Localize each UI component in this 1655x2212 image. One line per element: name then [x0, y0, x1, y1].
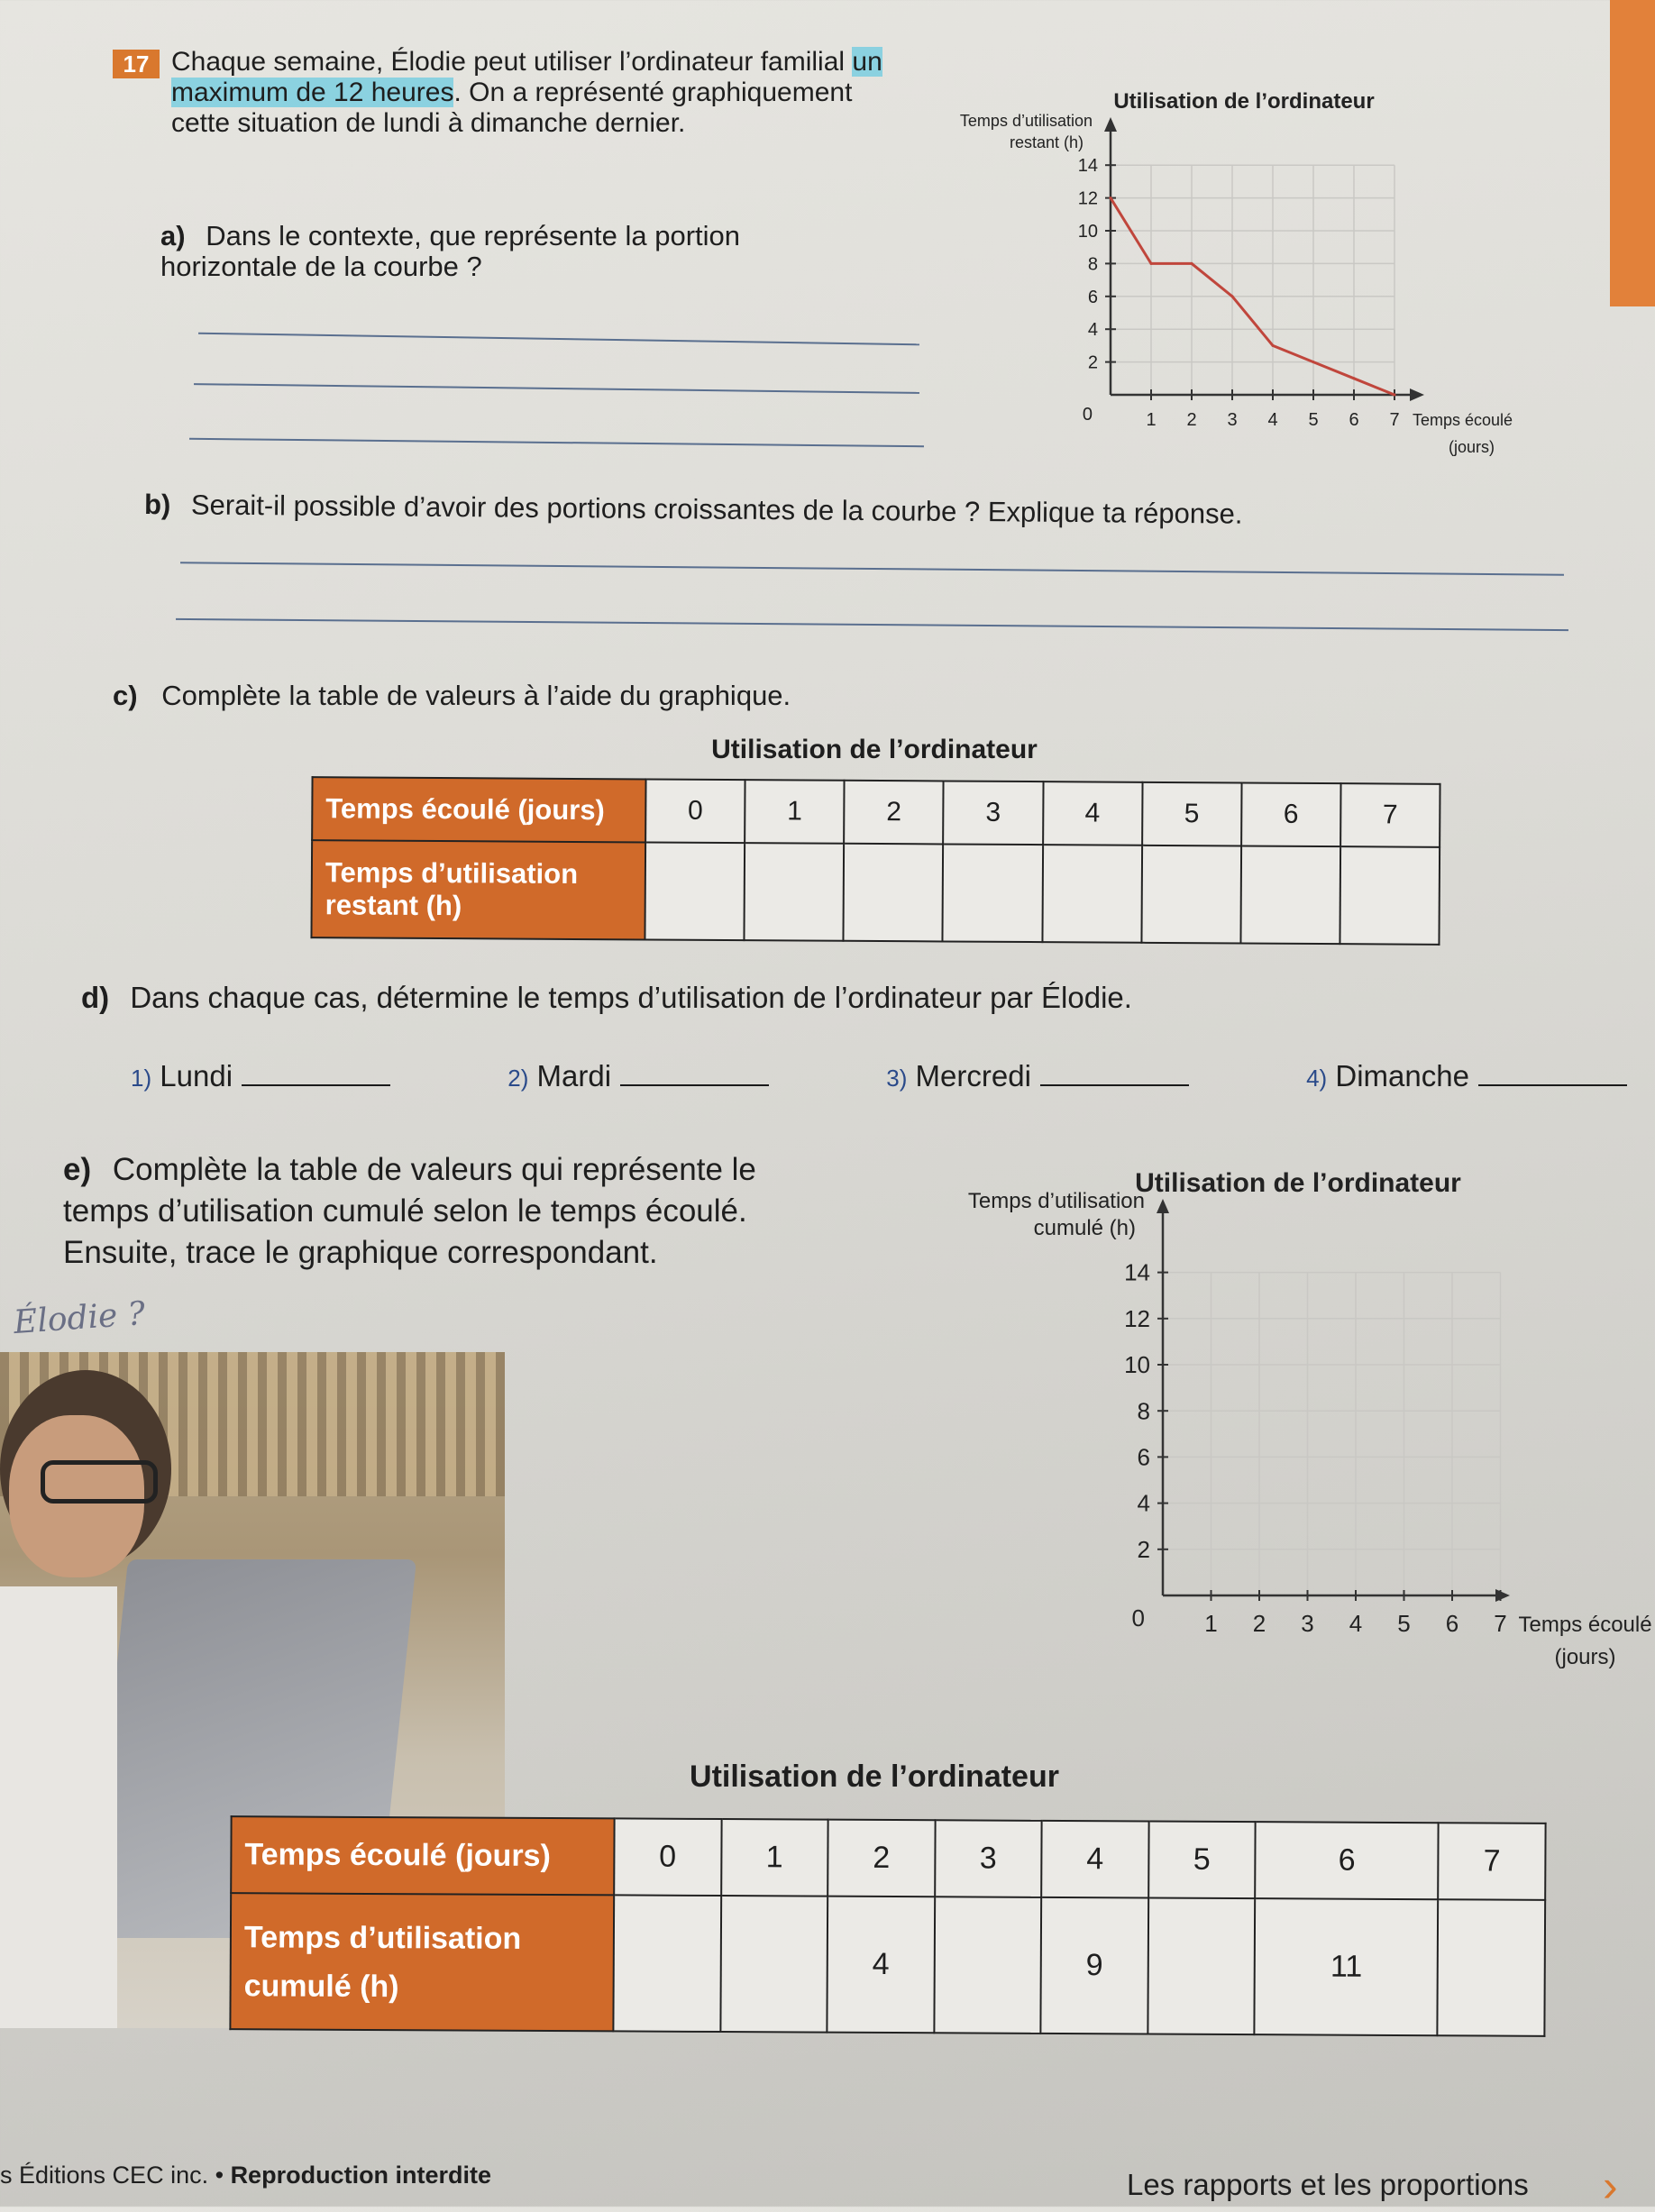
- question-label: d): [81, 981, 110, 1014]
- y-tick-label: 2: [1137, 1535, 1150, 1563]
- cell-value-7[interactable]: [1340, 846, 1440, 945]
- cell-days-5: 5: [1142, 782, 1242, 846]
- exercise-number-badge: 17: [113, 50, 160, 78]
- question-label: a): [160, 220, 186, 251]
- cell-days-6: 6: [1255, 1822, 1439, 1899]
- answer-blank[interactable]: [620, 1084, 769, 1086]
- data-point: [1394, 394, 1396, 397]
- exercise-intro: [171, 47, 892, 139]
- x-tick-label: 2: [1252, 1610, 1266, 1637]
- question-a: [160, 221, 846, 282]
- y-axis-arrow-icon: [1157, 1199, 1169, 1213]
- y-tick-label: 12: [1124, 1304, 1150, 1332]
- photo-shirt: [0, 1586, 117, 2028]
- cell-value-6[interactable]: [1240, 845, 1340, 944]
- question-d: [81, 983, 1132, 1013]
- chevron-right-icon: ›: [1603, 2161, 1618, 2211]
- chapter-tab: [1610, 0, 1655, 306]
- y-tick-label: 8: [1137, 1397, 1150, 1425]
- answer-line[interactable]: [176, 618, 1568, 631]
- footer-chapter-title: Les rapports et les proportions: [1127, 2168, 1529, 2201]
- cell-days-7: 7: [1439, 1823, 1546, 1900]
- cell-days-7: 7: [1340, 783, 1440, 847]
- cell-value-7[interactable]: [1438, 1899, 1545, 2036]
- y-axis-label: cumulé (h): [1033, 1216, 1136, 1240]
- data-point: [1191, 262, 1193, 265]
- values-table-remaining: [310, 776, 1440, 946]
- photo-glasses: [41, 1460, 158, 1504]
- x-axis-arrow-icon: [1410, 388, 1424, 401]
- answer-line[interactable]: [194, 383, 919, 394]
- question-e: [63, 1149, 820, 1274]
- footer-publisher: s Éditions CEC inc. •: [0, 2162, 224, 2189]
- footer-copyright: [0, 2162, 491, 2189]
- x-tick-label: 1: [1146, 410, 1157, 430]
- item-label: Mardi: [536, 1059, 612, 1092]
- x-tick-label: 4: [1267, 410, 1278, 430]
- answer-blank[interactable]: [1040, 1084, 1189, 1086]
- x-tick-label: 3: [1227, 410, 1238, 430]
- y-axis-label: Temps d’utilisation: [959, 112, 1093, 130]
- cell-value-3[interactable]: [943, 844, 1043, 942]
- data-point: [1110, 197, 1112, 199]
- x-tick-label: 7: [1494, 1610, 1507, 1637]
- x-tick-label: 3: [1301, 1610, 1314, 1637]
- day-item-1: [507, 1059, 769, 1093]
- day-item-3: [1306, 1059, 1627, 1093]
- handwritten-note: Élodie ?: [12, 1294, 147, 1342]
- cell-value-1[interactable]: [720, 1896, 828, 2033]
- data-point: [1353, 377, 1356, 379]
- x-axis-label: Temps écoulé: [1413, 411, 1513, 429]
- cell-days-6: 6: [1241, 782, 1341, 846]
- cell-value-0[interactable]: [645, 842, 745, 940]
- x-tick-label: 2: [1186, 410, 1197, 430]
- cell-days-3: 3: [943, 781, 1043, 845]
- x-axis-arrow-icon: [1495, 1589, 1510, 1602]
- chart-title: Utilisation de l’ordinateur: [1113, 89, 1375, 114]
- cell-value-1[interactable]: [745, 843, 845, 941]
- cell-value-4[interactable]: [1042, 845, 1142, 943]
- x-tick-label: 4: [1349, 1610, 1363, 1637]
- table-title: Utilisation de l’ordinateur: [690, 1760, 1059, 1794]
- cell-value-0[interactable]: [613, 1895, 720, 2032]
- cell-days-3: 3: [935, 1820, 1042, 1897]
- y-axis-arrow-icon: [1104, 117, 1117, 132]
- question-text: Dans chaque cas, détermine le temps d’utilisation de l’ordinateur par Élodie.: [130, 981, 1132, 1014]
- item-number: 3): [886, 1065, 908, 1092]
- cell-value-5[interactable]: [1148, 1898, 1255, 2035]
- x-tick-label: 6: [1445, 1610, 1459, 1637]
- row-header-remaining: Temps d’utilisation restant (h): [311, 840, 645, 939]
- item-label: Lundi: [160, 1059, 233, 1092]
- question-d-items: [131, 1059, 1627, 1093]
- day-item-2: [886, 1059, 1189, 1093]
- x-tick-label: 7: [1389, 410, 1400, 430]
- x-axis-label: Temps écoulé: [1518, 1613, 1652, 1637]
- question-label: b): [143, 489, 171, 521]
- y-axis-label: restant (h): [1009, 133, 1084, 151]
- x-tick-label: 5: [1397, 1610, 1411, 1637]
- cell-days-2: 2: [844, 781, 944, 845]
- question-label: c): [113, 680, 138, 711]
- origin-label: 0: [1131, 1604, 1145, 1632]
- highlighted-text: un maximum de 12 heures: [171, 47, 882, 107]
- row-header-cumulative: Temps d’utilisation cumulé (h): [230, 1893, 614, 2031]
- x-axis-label: (jours): [1554, 1645, 1616, 1669]
- y-tick-label: 4: [1137, 1489, 1150, 1517]
- y-tick-label: 2: [1087, 352, 1098, 373]
- row-header-days: Temps écoulé (jours): [312, 777, 645, 842]
- item-number: 2): [507, 1065, 529, 1092]
- cell-days-1: 1: [745, 780, 845, 844]
- cell-value-3[interactable]: [934, 1897, 1041, 2034]
- y-tick-label: 8: [1087, 254, 1098, 275]
- question-c: [113, 681, 791, 711]
- item-label: Dimanche: [1335, 1059, 1469, 1092]
- table-title: Utilisation de l’ordinateur: [711, 735, 1038, 764]
- y-tick-label: 10: [1124, 1351, 1150, 1379]
- y-tick-label: 4: [1087, 320, 1098, 341]
- footer-reproduction: Reproduction interdite: [230, 2162, 492, 2189]
- intro-text-end: . On a représenté graphiquement cette situation de lundi à dimanche dernier.: [171, 78, 853, 138]
- intro-text: Chaque semaine, Élodie peut utiliser l’ordinateur familial: [171, 47, 846, 77]
- values-table-cumulative: [229, 1815, 1546, 2037]
- y-tick-label: 14: [1124, 1258, 1150, 1286]
- chart-remaining-time: [901, 72, 1586, 478]
- row-header-days: Temps écoulé (jours): [231, 1816, 614, 1895]
- y-tick-label: 12: [1077, 188, 1098, 209]
- cell-value-5[interactable]: [1141, 845, 1241, 944]
- answer-blank[interactable]: [242, 1084, 390, 1086]
- answer-line[interactable]: [180, 562, 1564, 575]
- cell-value-2[interactable]: 4: [827, 1897, 934, 2034]
- y-tick-label: 6: [1137, 1443, 1150, 1471]
- cell-days-2: 2: [828, 1820, 935, 1897]
- question-b: [144, 489, 1586, 533]
- cell-days-1: 1: [721, 1819, 828, 1897]
- answer-line[interactable]: [198, 333, 919, 346]
- chart-cumulative-time: [865, 1154, 1655, 1695]
- cell-days-0: 0: [645, 779, 745, 843]
- question-text: Complète la table de valeurs qui représente le temps d’utilisation cumulé selon le temps écoulé. Ensuite, trace le graphique correspondant.: [63, 1152, 756, 1270]
- cell-days-5: 5: [1148, 1822, 1256, 1899]
- data-point: [1231, 295, 1234, 297]
- cell-days-4: 4: [1041, 1821, 1148, 1898]
- y-tick-label: 10: [1077, 222, 1098, 242]
- x-tick-label: 5: [1308, 410, 1319, 430]
- data-point: [1150, 262, 1153, 265]
- answer-blank[interactable]: [1478, 1084, 1627, 1086]
- question-text: Complète la table de valeurs à l’aide du graphique.: [161, 680, 791, 711]
- x-tick-label: 6: [1349, 410, 1359, 430]
- cell-days-4: 4: [1043, 782, 1143, 845]
- answer-line[interactable]: [189, 438, 924, 448]
- y-tick-label: 6: [1087, 287, 1098, 307]
- x-tick-label: 1: [1204, 1610, 1218, 1637]
- question-text: Serait-il possible d’avoir des portions croissantes de la courbe ? Explique ta réponse.: [190, 489, 1243, 530]
- item-label: Mercredi: [915, 1059, 1031, 1092]
- question-text: Dans le contexte, que représente la portion horizontale de la courbe ?: [160, 220, 741, 282]
- data-point: [1272, 344, 1275, 347]
- x-axis-label: (jours): [1449, 438, 1495, 456]
- chart-title: Utilisation de l’ordinateur: [1135, 1168, 1461, 1198]
- cell-days-0: 0: [614, 1818, 721, 1896]
- cell-value-2[interactable]: [844, 844, 944, 942]
- y-tick-label: 14: [1077, 156, 1098, 177]
- day-item-0: [131, 1059, 390, 1093]
- y-axis-label: Temps d’utilisation: [967, 1189, 1145, 1213]
- item-number: 1): [131, 1065, 152, 1092]
- question-label: e): [63, 1152, 92, 1187]
- cell-value-4[interactable]: 9: [1041, 1897, 1148, 2034]
- item-number: 4): [1306, 1065, 1328, 1092]
- data-point: [1312, 361, 1315, 363]
- cell-value-6[interactable]: 11: [1255, 1898, 1439, 2035]
- origin-label: 0: [1082, 405, 1093, 425]
